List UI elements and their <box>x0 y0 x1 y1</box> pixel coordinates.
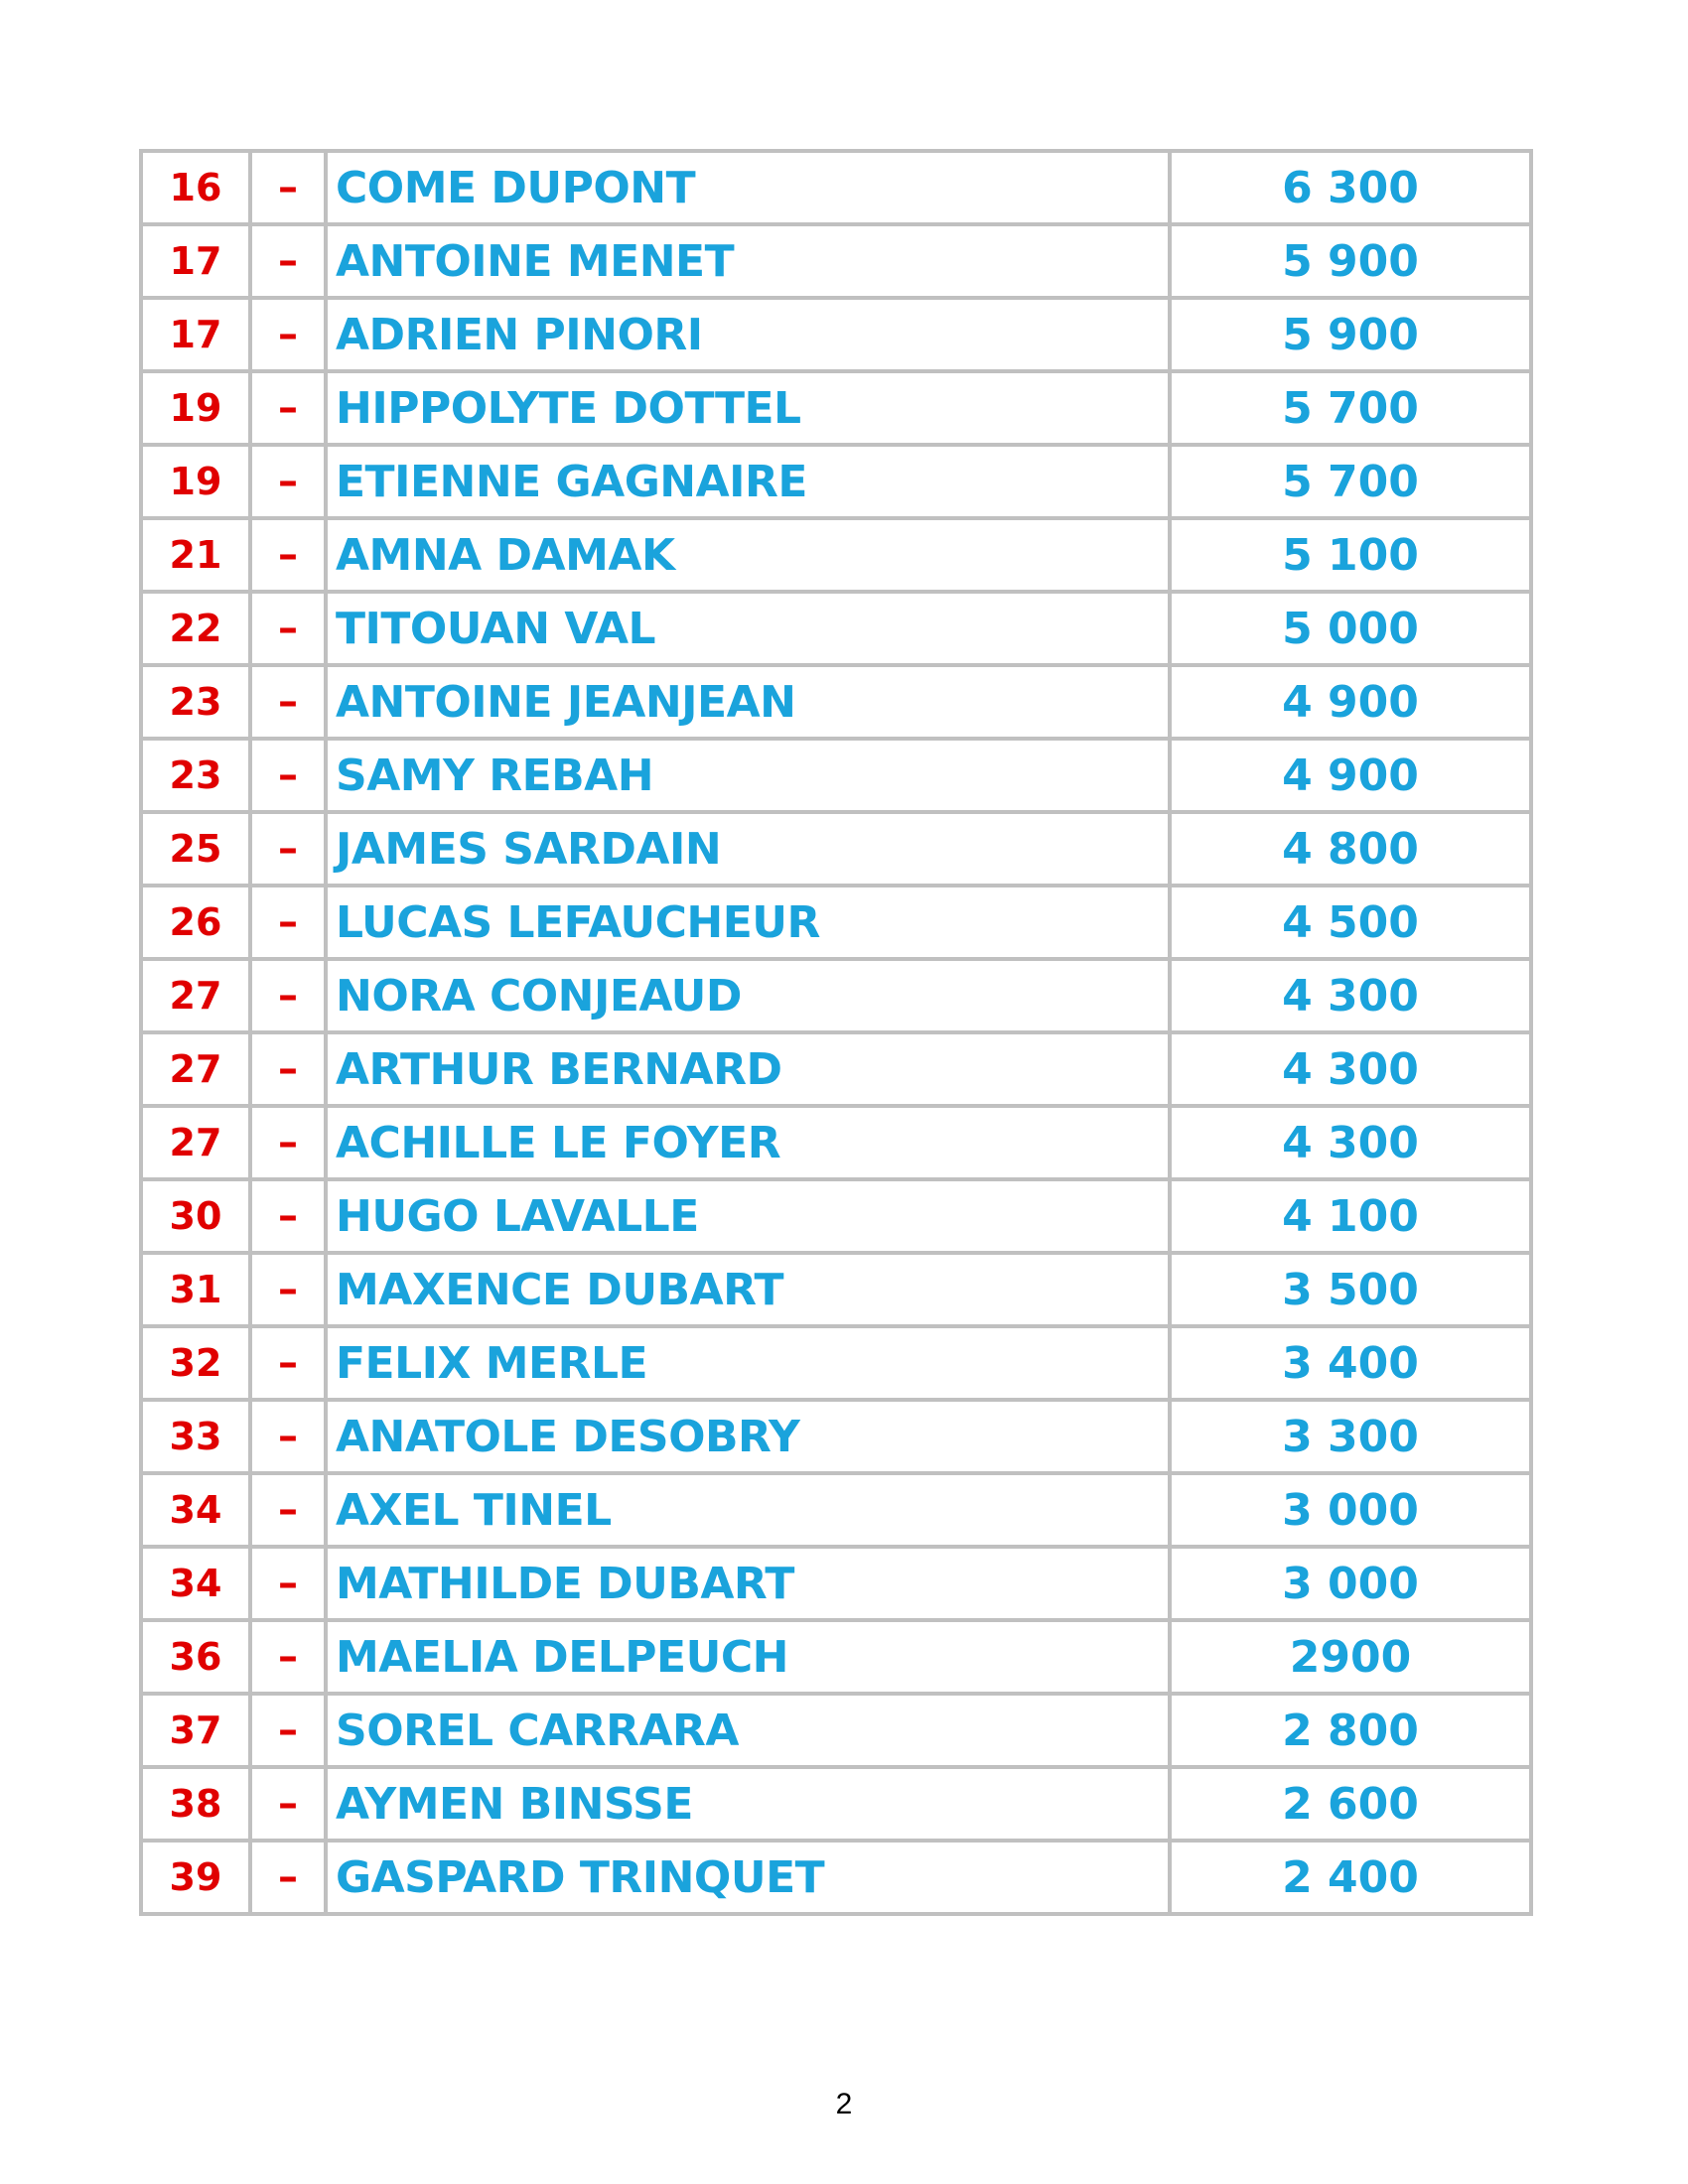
separator-cell: – <box>250 959 326 1032</box>
separator-cell: – <box>250 1032 326 1106</box>
separator-cell: – <box>250 224 326 298</box>
name-cell: GASPARD TRINQUET <box>326 1841 1170 1914</box>
separator-cell: – <box>250 1473 326 1547</box>
score-cell: 3 400 <box>1170 1326 1531 1400</box>
rank-cell: 23 <box>141 739 250 812</box>
score-cell: 3 300 <box>1170 1400 1531 1473</box>
name-cell: HUGO LAVALLE <box>326 1179 1170 1253</box>
separator-cell: – <box>250 886 326 959</box>
name-cell: MATHILDE DUBART <box>326 1547 1170 1620</box>
score-cell: 4 300 <box>1170 1032 1531 1106</box>
score-cell: 3 500 <box>1170 1253 1531 1326</box>
separator-cell: – <box>250 1179 326 1253</box>
score-cell: 5 700 <box>1170 445 1531 518</box>
separator-cell: – <box>250 665 326 739</box>
name-cell: AYMEN BINSSE <box>326 1767 1170 1841</box>
separator-cell: – <box>250 1106 326 1179</box>
name-cell: ARTHUR BERNARD <box>326 1032 1170 1106</box>
name-cell: HIPPOLYTE DOTTEL <box>326 371 1170 445</box>
name-cell: TITOUAN VAL <box>326 592 1170 665</box>
score-cell: 4 800 <box>1170 812 1531 886</box>
rank-cell: 39 <box>141 1841 250 1914</box>
table-row <box>141 224 1531 298</box>
score-cell: 4 500 <box>1170 886 1531 959</box>
table-row <box>141 518 1531 592</box>
separator-cell: – <box>250 1326 326 1400</box>
score-cell: 5 000 <box>1170 592 1531 665</box>
table-row <box>141 1547 1531 1620</box>
separator-cell: – <box>250 445 326 518</box>
rank-cell: 25 <box>141 812 250 886</box>
table-row <box>141 1106 1531 1179</box>
rank-cell: 21 <box>141 518 250 592</box>
ranking-table-body <box>141 151 1531 1914</box>
table-row <box>141 151 1531 224</box>
separator-cell: – <box>250 592 326 665</box>
table-row <box>141 1841 1531 1914</box>
score-cell: 2 600 <box>1170 1767 1531 1841</box>
table-row <box>141 592 1531 665</box>
ranking-table <box>139 149 1533 1916</box>
rank-cell: 27 <box>141 1106 250 1179</box>
separator-cell: – <box>250 1694 326 1767</box>
table-row <box>141 1253 1531 1326</box>
table-row <box>141 739 1531 812</box>
name-cell: ANTOINE JEANJEAN <box>326 665 1170 739</box>
rank-cell: 17 <box>141 298 250 371</box>
rank-cell: 34 <box>141 1547 250 1620</box>
rank-cell: 37 <box>141 1694 250 1767</box>
name-cell: AMNA DAMAK <box>326 518 1170 592</box>
separator-cell: – <box>250 1400 326 1473</box>
name-cell: NORA CONJEAUD <box>326 959 1170 1032</box>
table-row <box>141 665 1531 739</box>
table-row <box>141 1326 1531 1400</box>
separator-cell: – <box>250 1620 326 1694</box>
separator-cell: – <box>250 1547 326 1620</box>
table-row <box>141 1694 1531 1767</box>
name-cell: ANATOLE DESOBRY <box>326 1400 1170 1473</box>
rank-cell: 17 <box>141 224 250 298</box>
rank-cell: 27 <box>141 1032 250 1106</box>
score-cell: 3 000 <box>1170 1473 1531 1547</box>
score-cell: 5 900 <box>1170 224 1531 298</box>
table-row <box>141 1400 1531 1473</box>
score-cell: 2900 <box>1170 1620 1531 1694</box>
table-row <box>141 1620 1531 1694</box>
score-cell: 6 300 <box>1170 151 1531 224</box>
name-cell: SOREL CARRARA <box>326 1694 1170 1767</box>
table-row <box>141 1767 1531 1841</box>
table-row <box>141 959 1531 1032</box>
table-row <box>141 371 1531 445</box>
table-row <box>141 886 1531 959</box>
table-row <box>141 445 1531 518</box>
name-cell: LUCAS LEFAUCHEUR <box>326 886 1170 959</box>
rank-cell: 34 <box>141 1473 250 1547</box>
separator-cell: – <box>250 1253 326 1326</box>
name-cell: ETIENNE GAGNAIRE <box>326 445 1170 518</box>
name-cell: MAXENCE DUBART <box>326 1253 1170 1326</box>
name-cell: ACHILLE LE FOYER <box>326 1106 1170 1179</box>
score-cell: 4 300 <box>1170 1106 1531 1179</box>
name-cell: ANTOINE MENET <box>326 224 1170 298</box>
separator-cell: – <box>250 298 326 371</box>
page-number: 2 <box>835 2088 853 2120</box>
score-cell: 5 700 <box>1170 371 1531 445</box>
rank-cell: 32 <box>141 1326 250 1400</box>
separator-cell: – <box>250 1841 326 1914</box>
separator-cell: – <box>250 371 326 445</box>
rank-cell: 38 <box>141 1767 250 1841</box>
rank-cell: 31 <box>141 1253 250 1326</box>
separator-cell: – <box>250 812 326 886</box>
rank-cell: 27 <box>141 959 250 1032</box>
separator-cell: – <box>250 1767 326 1841</box>
score-cell: 5 100 <box>1170 518 1531 592</box>
name-cell: SAMY REBAH <box>326 739 1170 812</box>
separator-cell: – <box>250 739 326 812</box>
name-cell: FELIX MERLE <box>326 1326 1170 1400</box>
separator-cell: – <box>250 518 326 592</box>
score-cell: 2 800 <box>1170 1694 1531 1767</box>
rank-cell: 19 <box>141 371 250 445</box>
rank-cell: 30 <box>141 1179 250 1253</box>
score-cell: 5 900 <box>1170 298 1531 371</box>
rank-cell: 26 <box>141 886 250 959</box>
rank-cell: 22 <box>141 592 250 665</box>
score-cell: 3 000 <box>1170 1547 1531 1620</box>
rank-cell: 23 <box>141 665 250 739</box>
table-row <box>141 1473 1531 1547</box>
table-row <box>141 1032 1531 1106</box>
name-cell: MAELIA DELPEUCH <box>326 1620 1170 1694</box>
separator-cell: – <box>250 151 326 224</box>
name-cell: ADRIEN PINORI <box>326 298 1170 371</box>
score-cell: 4 900 <box>1170 739 1531 812</box>
rank-cell: 36 <box>141 1620 250 1694</box>
rank-cell: 16 <box>141 151 250 224</box>
score-cell: 4 300 <box>1170 959 1531 1032</box>
table-row <box>141 812 1531 886</box>
table-row <box>141 298 1531 371</box>
rank-cell: 19 <box>141 445 250 518</box>
name-cell: JAMES SARDAIN <box>326 812 1170 886</box>
score-cell: 2 400 <box>1170 1841 1531 1914</box>
score-cell: 4 100 <box>1170 1179 1531 1253</box>
name-cell: AXEL TINEL <box>326 1473 1170 1547</box>
rank-cell: 33 <box>141 1400 250 1473</box>
score-cell: 4 900 <box>1170 665 1531 739</box>
name-cell: COME DUPONT <box>326 151 1170 224</box>
table-row <box>141 1179 1531 1253</box>
